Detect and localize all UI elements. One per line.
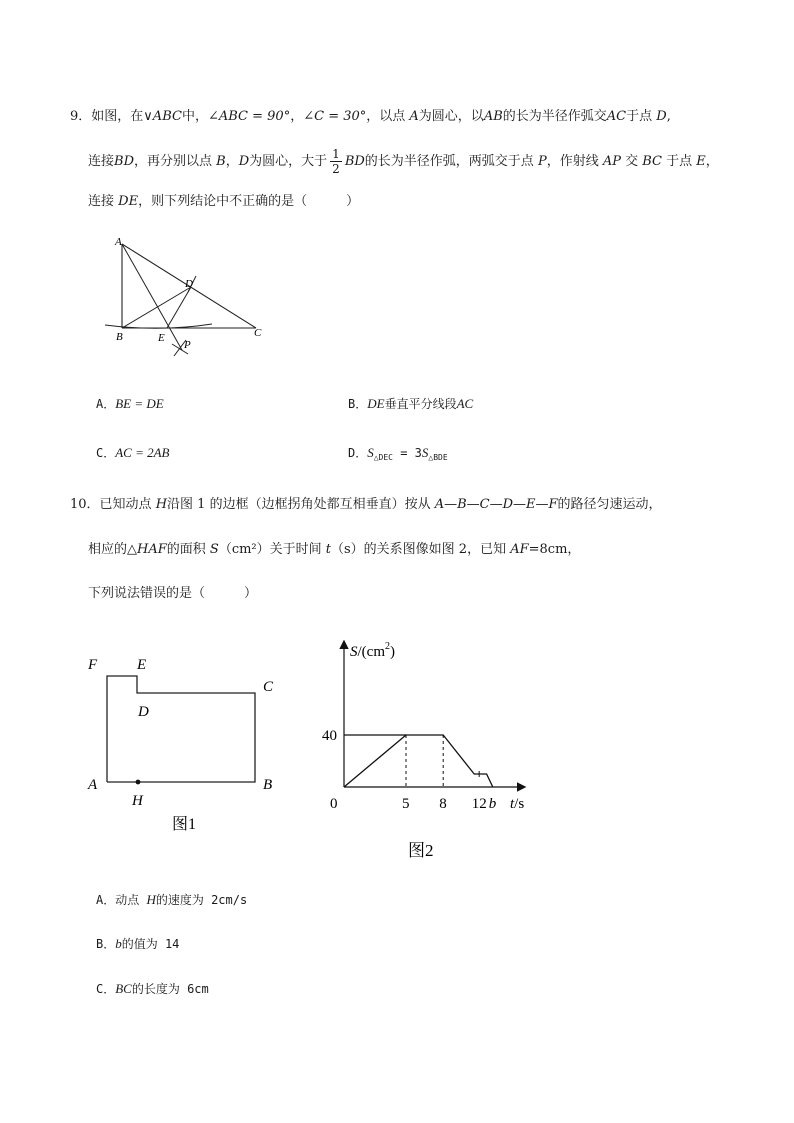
fraction-one-half: $\frac{1}{2}$ (332, 147, 340, 176)
x-axis-label: t/s (510, 796, 525, 812)
x-tick-label-12: 12 (471, 796, 487, 812)
series-s-line (344, 735, 493, 787)
fig1-label-d: D (138, 704, 149, 720)
fig1-label-b: B (263, 777, 273, 793)
q10-line2: 相应的△HAF的面积 S（cm²）关于时间 t（s）的关系图像如图 2，已知 AF=8cm， (88, 542, 581, 557)
q10-option-a[interactable]: A．动点 H的速度为 2cm/s (96, 892, 248, 907)
frame-outline (107, 676, 255, 782)
q9-option-a[interactable]: A．BE = DE (96, 396, 164, 411)
point-h (136, 780, 141, 785)
q9-option-c[interactable]: C．AC = 2AB (96, 445, 170, 460)
x-tick-label-5: 5 (402, 796, 410, 812)
q9-number: 9． (70, 109, 92, 124)
label-a: A (115, 236, 122, 248)
q9-line3: 连接 DE，则下列结论中不正确的是（ ） (88, 194, 360, 209)
fig1-label-e: E (137, 657, 147, 673)
ray-ap (122, 244, 182, 350)
x-tick-label-0: 0 (330, 796, 338, 812)
q10-line3: 下列说法错误的是（ ） (88, 586, 258, 601)
q10-line1: 10．已知动点 H沿图 1 的边框（边框拐角处都互相垂直）按从 A—B—C—D—E—F的路径匀速运动， (70, 497, 662, 512)
label-b: B (116, 331, 123, 343)
label-e: E (158, 332, 165, 344)
y-tick-label-40: 40 (322, 728, 337, 744)
segment-de (167, 287, 191, 328)
q10-figure1 (80, 650, 290, 840)
q9-line1: 9．如图，在∨ABC中，∠ABC = 90°，∠C = 30°，以点 A为圆心，以AB的长为半径作弧交AC于点 D, (70, 109, 671, 124)
q9-line2: 连接BD，再分别以点 B，D为圆心，大于 $\frac{1}{2}$ BD的长为半径作弧，两弧交于点 P，作射线 AP 交 BC 于点 E， (88, 147, 719, 176)
fig1-label-h: H (132, 793, 143, 809)
chart-layer (322, 728, 497, 812)
fig1-caption: 图1 (172, 816, 197, 833)
x-tick-label-8: 8 (439, 796, 447, 812)
label-d: D (185, 278, 193, 290)
q10-figure2-chart (312, 630, 542, 865)
q10-option-c[interactable]: C．BC的长度为 6cm (96, 981, 209, 996)
fig1-label-a: A (88, 777, 98, 793)
q9-option-d[interactable]: D．$S_{\triangle DEC} = 3S_{\triangle BDE}$ (348, 445, 448, 462)
q10-number: 10． (70, 497, 100, 512)
chart-title: 图2 (408, 841, 434, 860)
q9-option-b[interactable]: B．DE垂直平分线段AC (348, 396, 474, 411)
x-tick-label-b: b (488, 796, 497, 812)
label-c: C (254, 327, 262, 339)
fig1-label-f: F (88, 657, 98, 673)
q10-option-b[interactable]: B．b的值为 14 (96, 936, 180, 951)
q9-figure (100, 232, 275, 362)
y-axis-label: $S/(cm^2)$ (350, 641, 395, 660)
segment-bd (122, 287, 191, 328)
fig1-label-c: C (263, 679, 274, 695)
label-p: P (184, 339, 191, 351)
